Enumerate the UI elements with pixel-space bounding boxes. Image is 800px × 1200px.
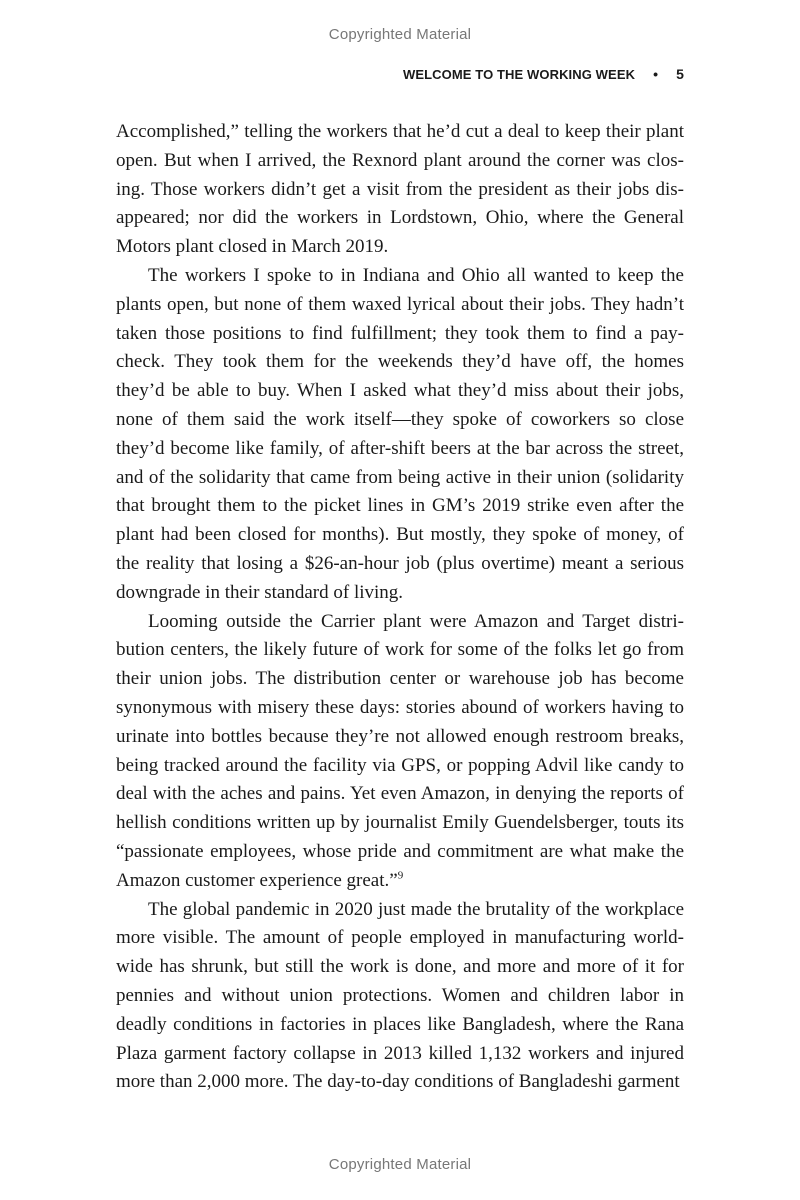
paragraph-2-text: The workers I spoke to in Indiana and Ohio all wanted to keep the plants open, but none of them waxed lyrical about their jobs. They hadn’t taken those positions to find fulfillment; they took them to find a paycheck. They took them for the weekends they’d have off, the homes they’d be able to buy. When I asked what they’d miss about their jobs, none of them said the work itself—they spoke of coworkers so close they’d become like family, of after-shift beers at the bar across the street, and of the solidarity that came from being active in their union (solidarity that brought them to the picket lines in GM’s 2019 strike even after the plant had been closed for months). But mostly, they spoke of money, of the reality that losing a $26-an-hour job (plus overtime) meant a serious downgrade in their standard of living. xyxy=(116,264,684,603)
copyright-watermark-bottom: Copyrighted Material xyxy=(328,1156,472,1173)
running-head-separator: • xyxy=(653,66,659,82)
page-number: 5 xyxy=(676,66,684,82)
footnote-marker[interactable]: 9 xyxy=(397,869,404,882)
body-text xyxy=(116,118,684,1097)
running-head-title: WELCOME TO THE WORKING WEEK xyxy=(402,66,636,82)
paragraph-4 xyxy=(116,896,684,1098)
paragraph-1 xyxy=(116,118,684,262)
copyright-watermark-top: Copyrighted Material xyxy=(328,26,472,43)
paragraph-1-text: Accomplished,” telling the workers that he’d cut a deal to keep their plant open. But when I arrived, the Rexnord plant around the corner was closing. Those workers didn’t get a visit from the president as their jobs disappeared; nor did the workers in Lordstown, Ohio, where the General Motors plant closed in March 2019. xyxy=(116,121,684,258)
paragraph-4-text: The global pandemic in 2020 just made the brutality of the workplace more visible. The amount of people employed in manufacturing worldwide has shrunk, but still the work is done, and more and more of it for pennies and without union protections. Women and children labor in deadly conditions in factories in places like Bangladesh, where the Rana Plaza garment factory collapse in 2013 killed 1,132 workers and injured more than 2,000 more. The day-to-day conditions of Bangladeshi garment xyxy=(116,898,684,1093)
paragraph-2 xyxy=(116,262,684,608)
running-head xyxy=(403,66,684,82)
paragraph-3-text: Looming outside the Carrier plant were Amazon and Target distribution centers, the likely future of work for some of the folks let go from their union jobs. The distribution center or warehouse job has become synonymous with misery these days: stories abound of workers having to urinate into bottles because they’re not allowed enough restroom breaks, being tracked around the facility via GPS, or popping Advil like candy to deal with the aches and pains. Yet even Amazon, in denying the reports of hellish conditions written up by journalist Emily Guendelsberger, touts its “passionate employees, whose pride and commitment are what make the Amazon customer experience great.” xyxy=(116,610,684,891)
paragraph-3 xyxy=(116,608,684,896)
